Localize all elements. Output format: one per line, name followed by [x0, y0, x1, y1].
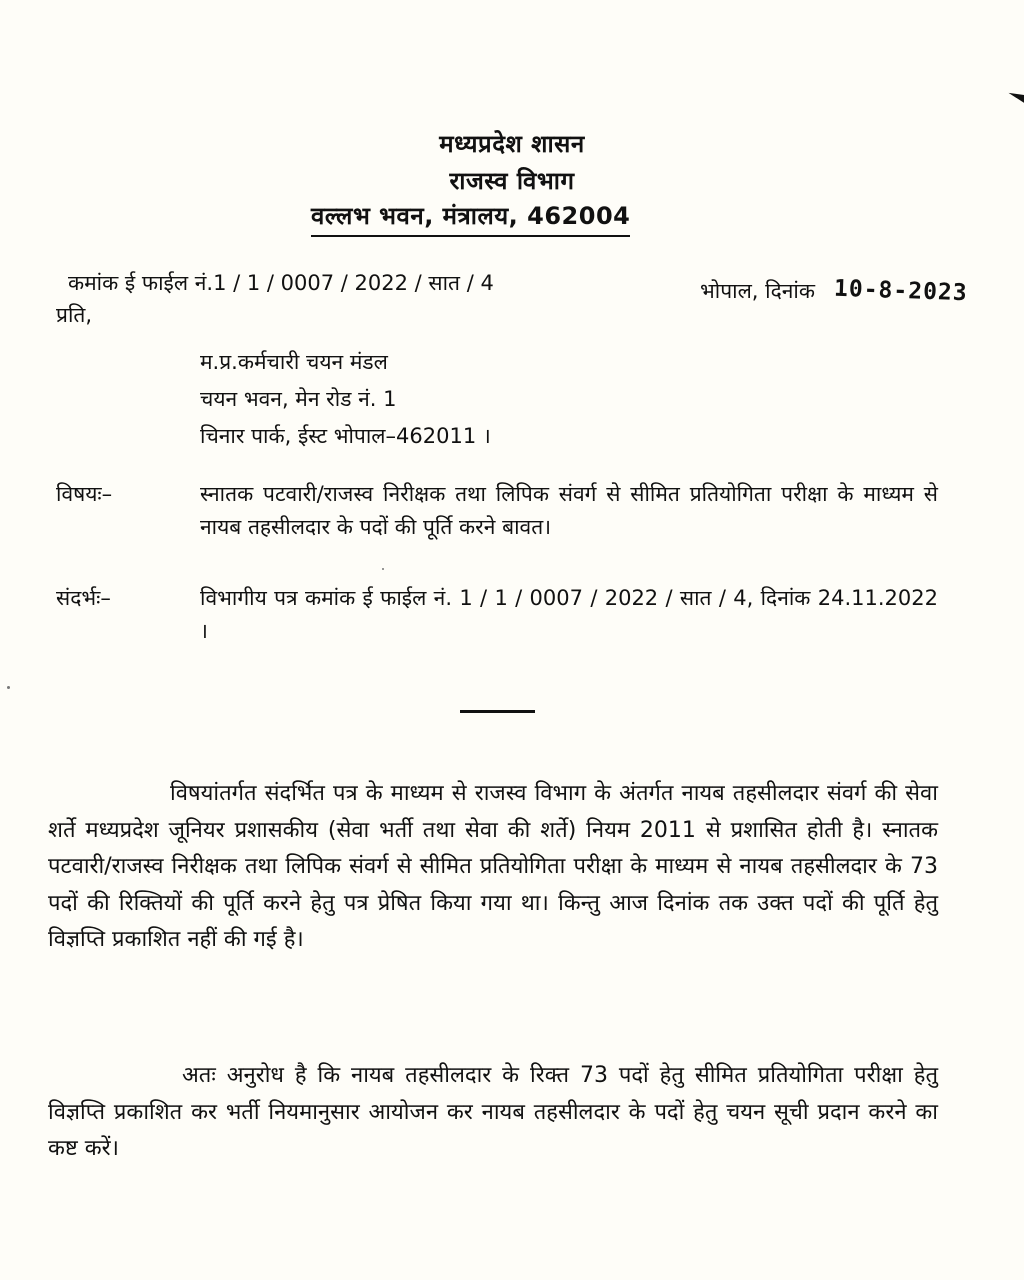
scan-edge-mark	[1007, 89, 1024, 103]
subject-label: विषयः–	[56, 482, 113, 506]
subject-text: स्नातक पटवारी/राजस्व निरीक्षक तथा लिपिक संवर्ग से सीमित प्रतियोगिता परीक्षा के माध्यम से नायब तहसीलदार के पदों की पूर्ति करने बावत।	[200, 482, 938, 539]
letterhead-department: राजस्व विभाग	[449, 167, 575, 195]
to-label: प्रति,	[56, 303, 93, 327]
reference-number: कमांक ई फाईल नं.1 / 1 / 0007 / 2022 / सात / 4	[68, 271, 494, 295]
letterhead-address: वल्लभ भवन, मंत्रालय, 462004	[311, 198, 630, 237]
recipient-address	[200, 344, 491, 455]
place-date-label: भोपाल, दिनांक	[700, 279, 815, 303]
recipient-address-line: म.प्र.कर्मचारी चयन मंडल	[200, 350, 388, 374]
handwritten-date: 10-8-2023	[833, 275, 968, 307]
reference-text: विभागीय पत्र कमांक ई फाईल नं. 1 / 1 / 0007 / 2022 / सात / 4, दिनांक 24.11.2022 ।	[200, 586, 938, 643]
body-paragraph-1: विषयांतर्गत संदर्भित पत्र के माध्यम से राजस्व विभाग के अंतर्गत नायब तहसीलदार संवर्ग की सेवा शर्ते मध्यप्रदेश जूनियर प्रशासकीय (सेवा भर्ती तथा सेवा की शर्ते) नियम 2011 से प्रशासित होती है। स्नातक पटवारी/राजस्व निरीक्षक तथा लिपिक संवर्ग से सीमित प्रतियोगिता परीक्षा के माध्यम से नायब तहसीलदार के 73 पदों की रिक्तियों की पूर्ति करने हेतु पत्र प्रेषित किया गया था। किन्तु आज दिनांक तक उक्त पदों की पूर्ति हेतु विज्ञप्ति प्रकाशित नहीं की गई है।	[48, 781, 938, 952]
scan-speck	[7, 686, 10, 689]
letterhead-government: मध्यप्रदेश शासन	[439, 130, 585, 158]
scan-speck	[382, 568, 384, 570]
reference-label: संदर्भः–	[56, 586, 111, 610]
place-date	[700, 276, 967, 306]
recipient-address-line: चिनार पार्क, ईस्ट भोपाल–462011 ।	[200, 424, 491, 448]
recipient-address-line: चयन भवन, मेन रोड नं. 1	[200, 387, 397, 411]
section-divider	[460, 710, 535, 713]
body-paragraph-2: अतः अनुरोध है कि नायब तहसीलदार के रिक्त 73 पदों हेतु सीमित प्रतियोगिता परीक्षा हेतु विज्ञप्ति प्रकाशित कर भर्ती नियमानुसार आयोजन कर नायब तहसीलदार के पदों हेतु चयन सूची प्रदान करने का कष्ट करें।	[48, 1063, 938, 1161]
